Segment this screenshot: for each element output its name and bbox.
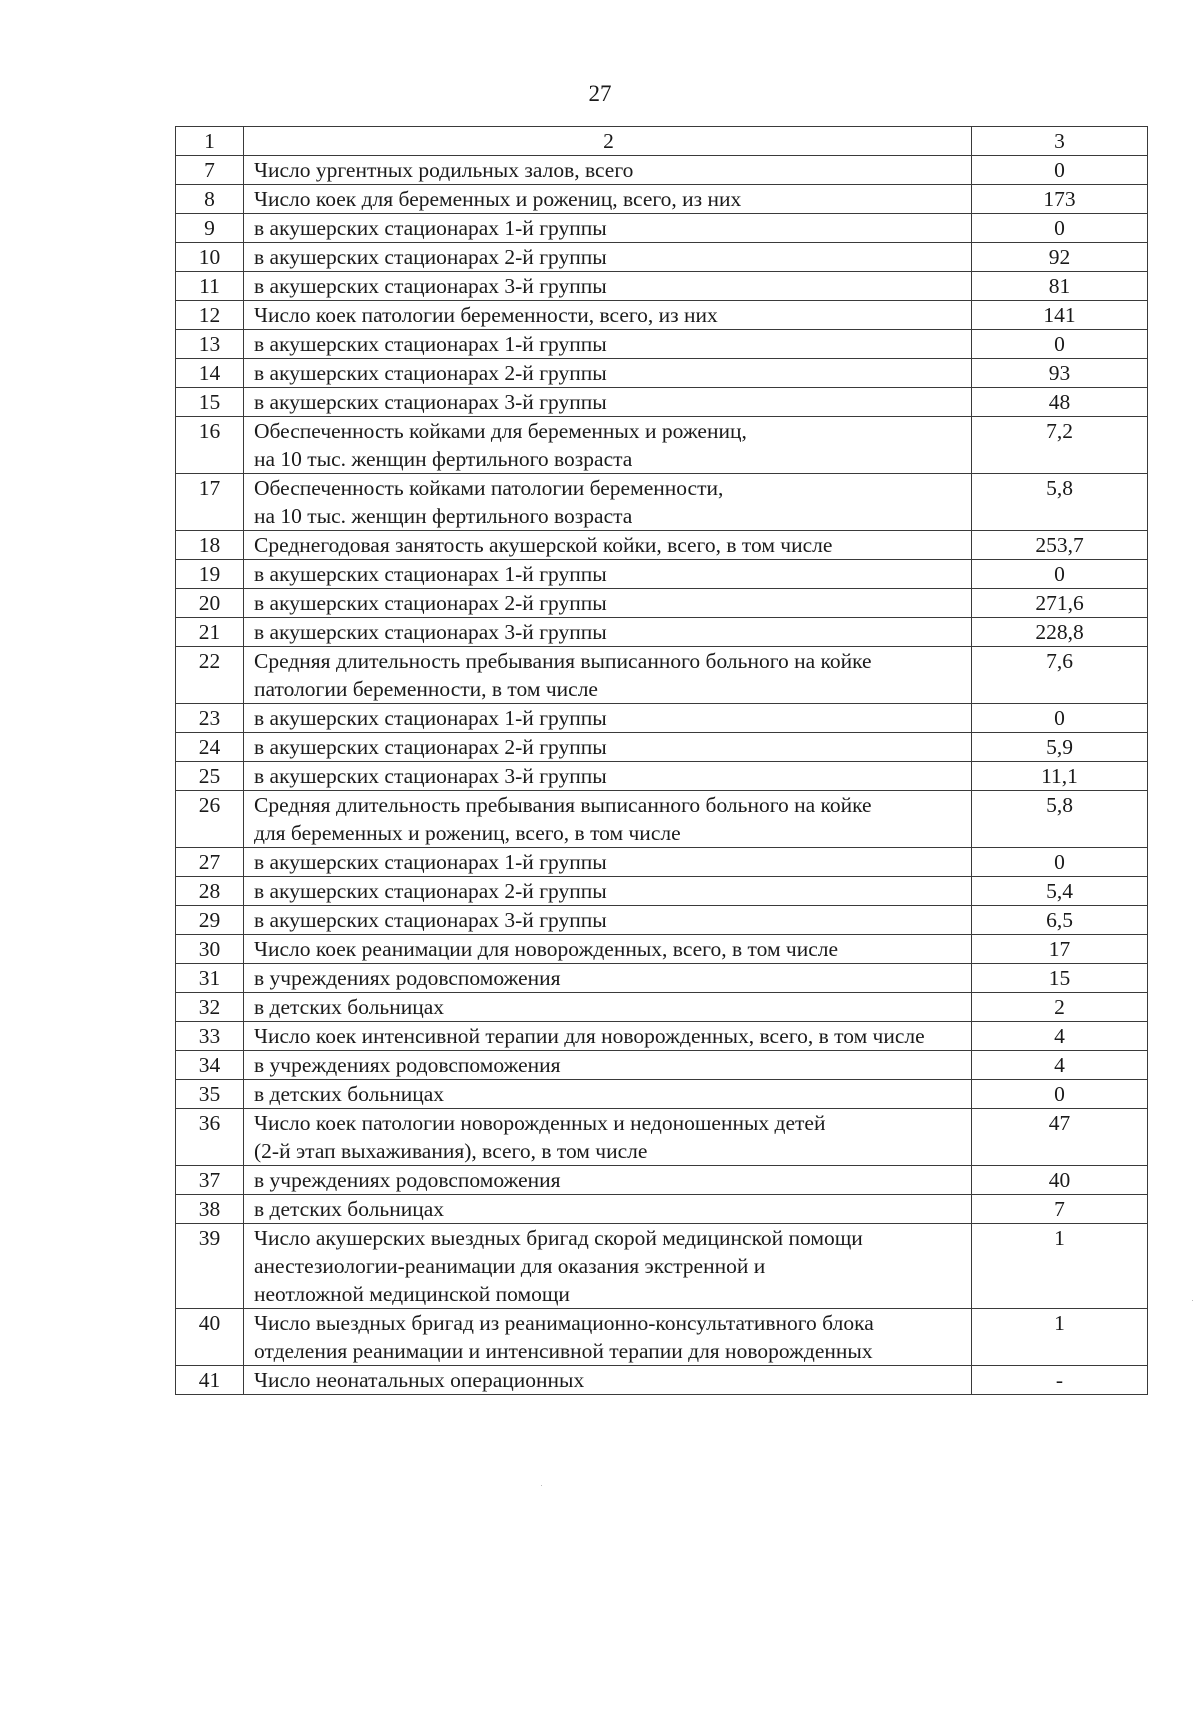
- row-label: в детских больницах: [244, 993, 972, 1022]
- table-row: [176, 330, 1148, 359]
- row-value: 228,8: [972, 618, 1148, 647]
- table-row: [176, 1022, 1148, 1051]
- row-label: в детских больницах: [244, 1080, 972, 1109]
- table-row: [176, 877, 1148, 906]
- row-label: в акушерских стационарах 1-й группы: [244, 214, 972, 243]
- table-row: [176, 1366, 1148, 1395]
- row-value: 141: [972, 301, 1148, 330]
- table-row: [176, 185, 1148, 214]
- row-number: 18: [176, 531, 244, 560]
- table-row: [176, 704, 1148, 733]
- row-number: 27: [176, 848, 244, 877]
- row-label: Число ургентных родильных залов, всего: [244, 156, 972, 185]
- row-label: в акушерских стационарах 3-й группы: [244, 388, 972, 417]
- table-row: [176, 388, 1148, 417]
- table-row: [176, 618, 1148, 647]
- row-value: 0: [972, 560, 1148, 589]
- row-number: 7: [176, 156, 244, 185]
- row-label: Число коек реанимации для новорожденных, всего, в том числе: [244, 935, 972, 964]
- table-row: [176, 417, 1148, 474]
- row-value: 0: [972, 1080, 1148, 1109]
- row-number: 40: [176, 1309, 244, 1366]
- row-number: 20: [176, 589, 244, 618]
- row-value: -: [972, 1366, 1148, 1395]
- table-row: [176, 560, 1148, 589]
- row-label: в акушерских стационарах 2-й группы: [244, 733, 972, 762]
- row-number: 33: [176, 1022, 244, 1051]
- row-value: 40: [972, 1166, 1148, 1195]
- row-value: 7,2: [972, 417, 1148, 474]
- table-row: [176, 1195, 1148, 1224]
- row-value: 4: [972, 1051, 1148, 1080]
- statistics-table: [175, 126, 1148, 1395]
- row-number: 38: [176, 1195, 244, 1224]
- row-label: Число коек патологии беременности, всего, из них: [244, 301, 972, 330]
- row-number: 15: [176, 388, 244, 417]
- row-value: 0: [972, 214, 1148, 243]
- row-value: 0: [972, 848, 1148, 877]
- row-value: 6,5: [972, 906, 1148, 935]
- row-label: в акушерских стационарах 1-й группы: [244, 848, 972, 877]
- table-body: [176, 127, 1148, 1395]
- row-value: 173: [972, 185, 1148, 214]
- table-header-row: [176, 127, 1148, 156]
- table-row: [176, 301, 1148, 330]
- row-number: 8: [176, 185, 244, 214]
- table-row: [176, 762, 1148, 791]
- table-row: [176, 531, 1148, 560]
- row-label: в акушерских стационарах 1-й группы: [244, 704, 972, 733]
- table-row: [176, 156, 1148, 185]
- row-value: 7: [972, 1195, 1148, 1224]
- row-value: 47: [972, 1109, 1148, 1166]
- row-label: Обеспеченность койками патологии беременности, на 10 тыс. женщин фертильного возраста: [244, 474, 972, 531]
- row-value: 5,9: [972, 733, 1148, 762]
- row-label: Число коек интенсивной терапии для новорожденных, всего, в том числе: [244, 1022, 972, 1051]
- row-label: в акушерских стационарах 2-й группы: [244, 359, 972, 388]
- row-label: в акушерских стационарах 2-й группы: [244, 877, 972, 906]
- row-label: в учреждениях родовспоможения: [244, 1051, 972, 1080]
- row-number: 39: [176, 1224, 244, 1309]
- row-number: 23: [176, 704, 244, 733]
- row-value: 2: [972, 993, 1148, 1022]
- row-label: в акушерских стационарах 3-й группы: [244, 618, 972, 647]
- table-row: [176, 589, 1148, 618]
- row-label: в акушерских стационарах 1-й группы: [244, 330, 972, 359]
- row-label: в акушерских стационарах 3-й группы: [244, 906, 972, 935]
- header-col-1: 1: [176, 127, 244, 156]
- row-value: 1: [972, 1309, 1148, 1366]
- row-number: 32: [176, 993, 244, 1022]
- row-value: 271,6: [972, 589, 1148, 618]
- row-number: 9: [176, 214, 244, 243]
- header-col-2: 2: [244, 127, 972, 156]
- row-label: Среднегодовая занятость акушерской койки, всего, в том числе: [244, 531, 972, 560]
- row-number: 24: [176, 733, 244, 762]
- row-label: в акушерских стационарах 3-й группы: [244, 762, 972, 791]
- page-number: 27: [588, 81, 612, 106]
- row-number: 26: [176, 791, 244, 848]
- scan-speck: [1192, 1300, 1193, 1301]
- table-row: [176, 214, 1148, 243]
- row-label: в учреждениях родовспоможения: [244, 1166, 972, 1195]
- header-col-3: 3: [972, 127, 1148, 156]
- row-number: 31: [176, 964, 244, 993]
- row-number: 34: [176, 1051, 244, 1080]
- row-value: 0: [972, 330, 1148, 359]
- row-value: 0: [972, 156, 1148, 185]
- table-row: [176, 272, 1148, 301]
- row-value: 5,8: [972, 791, 1148, 848]
- table-row: [176, 993, 1148, 1022]
- row-label: Обеспеченность койками для беременных и рожениц, на 10 тыс. женщин фертильного возраста: [244, 417, 972, 474]
- row-value: 93: [972, 359, 1148, 388]
- row-number: 30: [176, 935, 244, 964]
- row-number: 19: [176, 560, 244, 589]
- row-number: 41: [176, 1366, 244, 1395]
- table-row: [176, 1109, 1148, 1166]
- row-number: 16: [176, 417, 244, 474]
- row-value: 1: [972, 1224, 1148, 1309]
- row-label: в детских больницах: [244, 1195, 972, 1224]
- row-number: 35: [176, 1080, 244, 1109]
- table-row: [176, 1224, 1148, 1309]
- row-number: 11: [176, 272, 244, 301]
- table-row: [176, 906, 1148, 935]
- row-number: 36: [176, 1109, 244, 1166]
- row-number: 22: [176, 647, 244, 704]
- row-number: 14: [176, 359, 244, 388]
- row-value: 7,6: [972, 647, 1148, 704]
- row-value: 5,8: [972, 474, 1148, 531]
- table-row: [176, 935, 1148, 964]
- row-number: 37: [176, 1166, 244, 1195]
- table-row: [176, 474, 1148, 531]
- row-value: 5,4: [972, 877, 1148, 906]
- row-label: Средняя длительность пребывания выписанного больного на койке патологии беременности, в том числе: [244, 647, 972, 704]
- row-label: Число коек патологии новорожденных и недоношенных детей (2-й этап выхаживания), всего, в том числе: [244, 1109, 972, 1166]
- row-number: 29: [176, 906, 244, 935]
- row-label: в учреждениях родовспоможения: [244, 964, 972, 993]
- row-value: 4: [972, 1022, 1148, 1051]
- scan-speck: [541, 1485, 542, 1486]
- row-number: 10: [176, 243, 244, 272]
- table-row: [176, 1166, 1148, 1195]
- table-row: [176, 964, 1148, 993]
- row-label: Число неонатальных операционных: [244, 1366, 972, 1395]
- table-row: [176, 1051, 1148, 1080]
- table-row: [176, 647, 1148, 704]
- table-row: [176, 359, 1148, 388]
- row-label: в акушерских стационарах 2-й группы: [244, 589, 972, 618]
- row-number: 21: [176, 618, 244, 647]
- row-number: 25: [176, 762, 244, 791]
- row-value: 11,1: [972, 762, 1148, 791]
- row-value: 17: [972, 935, 1148, 964]
- row-value: 81: [972, 272, 1148, 301]
- table-row: [176, 791, 1148, 848]
- table-row: [176, 1080, 1148, 1109]
- row-number: 13: [176, 330, 244, 359]
- table-row: [176, 1309, 1148, 1366]
- row-label: Число акушерских выездных бригад скорой медицинской помощи анестезиологии-реанимации для оказания экстренной и неотложной медицинской помощи: [244, 1224, 972, 1309]
- row-label: в акушерских стационарах 2-й группы: [244, 243, 972, 272]
- row-label: в акушерских стационарах 1-й группы: [244, 560, 972, 589]
- table-row: [176, 848, 1148, 877]
- row-label: Средняя длительность пребывания выписанного больного на койке для беременных и рожениц, всего, в том числе: [244, 791, 972, 848]
- row-value: 253,7: [972, 531, 1148, 560]
- row-number: 28: [176, 877, 244, 906]
- row-number: 12: [176, 301, 244, 330]
- row-value: 48: [972, 388, 1148, 417]
- row-value: 0: [972, 704, 1148, 733]
- row-number: 17: [176, 474, 244, 531]
- row-value: 92: [972, 243, 1148, 272]
- row-label: Число коек для беременных и рожениц, всего, из них: [244, 185, 972, 214]
- row-label: в акушерских стационарах 3-й группы: [244, 272, 972, 301]
- row-value: 15: [972, 964, 1148, 993]
- row-label: Число выездных бригад из реанимационно-консультативного блока отделения реанимации и интенсивной терапии для новорожденных: [244, 1309, 972, 1366]
- table-row: [176, 243, 1148, 272]
- table-row: [176, 733, 1148, 762]
